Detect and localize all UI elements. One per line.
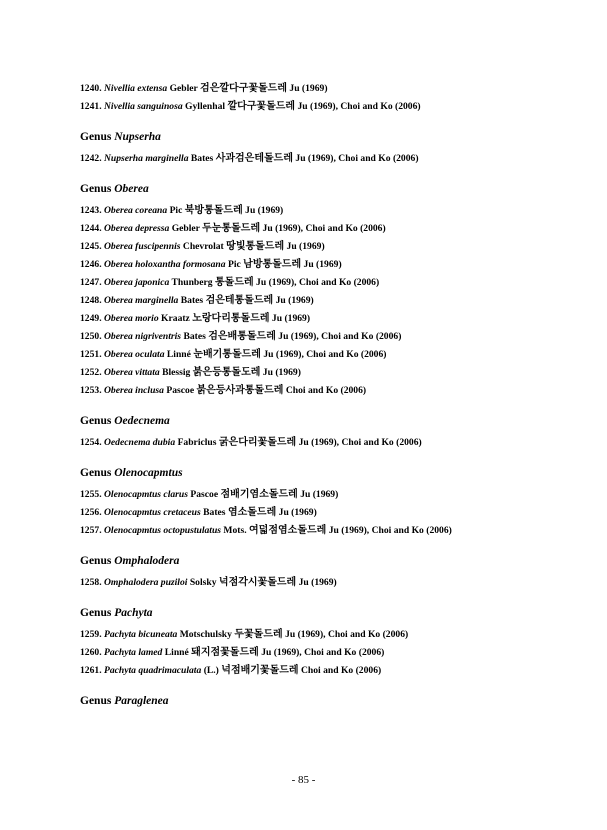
references: Ju (1969) <box>303 259 342 270</box>
genus-word: Genus <box>80 555 112 567</box>
korean-name: 노랑다리통돌드레 <box>192 313 270 324</box>
species-entry <box>80 80 580 98</box>
species-entry <box>80 150 580 168</box>
references: Ju (1969), Choi and Ko (2006) <box>298 437 422 448</box>
genus-name: Nupserha <box>114 131 161 143</box>
korean-name: 넉점각시꽃돌드레 <box>218 577 297 588</box>
genus-word: Genus <box>80 415 112 427</box>
genus-name: Pachyta <box>114 607 153 619</box>
korean-name: 북방통돌드레 <box>184 205 243 216</box>
species-entry <box>80 256 580 274</box>
korean-name: 깔다구꽃돌드레 <box>227 101 296 112</box>
scientific-name: Oberea coreana <box>104 205 168 216</box>
scientific-name: Oedecnema dubia <box>104 437 176 448</box>
author-name: Gebler <box>169 83 198 94</box>
references: Ju (1969) <box>286 241 325 252</box>
author-name: Solsky <box>189 577 217 588</box>
scientific-name: Pachyta quadrimaculata <box>104 665 202 676</box>
genus-name: Oberea <box>114 183 149 195</box>
entry-number: 1242. <box>80 153 102 164</box>
genus-name: Oedecnema <box>114 415 170 427</box>
genus-word: Genus <box>80 183 112 195</box>
entry-number: 1258. <box>80 577 102 588</box>
entry-number: 1251. <box>80 349 102 360</box>
genus-heading <box>80 464 580 482</box>
references: Ju (1969) <box>298 577 337 588</box>
author-name: Kraatz <box>161 313 190 324</box>
species-entry <box>80 434 580 452</box>
scientific-name: Oberea depressa <box>104 223 170 234</box>
scientific-name: Oberea vittata <box>104 367 160 378</box>
references: Ju (1969), Choi and Ko (2006) <box>262 223 386 234</box>
genus-name: Omphalodera <box>114 555 180 567</box>
species-list <box>80 80 580 714</box>
author-name: Bates <box>180 295 204 306</box>
species-entry <box>80 238 580 256</box>
references: Ju (1969), Choi and Ko (2006) <box>263 349 387 360</box>
entry-number: 1244. <box>80 223 102 234</box>
scientific-name: Oberea marginella <box>104 295 179 306</box>
genus-heading <box>80 412 580 430</box>
species-entry <box>80 626 580 644</box>
entry-number: 1247. <box>80 277 102 288</box>
scientific-name: Olenocapmtus clarus <box>104 489 188 500</box>
species-entry <box>80 644 580 662</box>
genus-word: Genus <box>80 467 112 479</box>
references: Ju (1969) <box>275 295 314 306</box>
entry-number: 1259. <box>80 629 102 640</box>
entry-number: 1261. <box>80 665 102 676</box>
korean-name: 검은깔다구꽃돌드레 <box>200 83 287 94</box>
korean-name: 남방통돌드레 <box>243 259 302 270</box>
references: Ju (1969) <box>289 83 328 94</box>
species-entry <box>80 486 580 504</box>
entry-number: 1243. <box>80 205 102 216</box>
species-entry <box>80 364 580 382</box>
species-entry <box>80 574 580 592</box>
genus-heading <box>80 180 580 198</box>
references: Ju (1969), Choi and Ko (2006) <box>261 647 385 658</box>
genus-name: Olenocapmtus <box>114 467 183 479</box>
author-name: Blessig <box>162 367 191 378</box>
korean-name: 여덟점염소돌드레 <box>249 525 327 536</box>
author-name: Linné <box>166 349 191 360</box>
genus-name: Paraglenea <box>114 695 169 707</box>
genus-group <box>80 464 580 540</box>
references: Ju (1969) <box>300 489 339 500</box>
genus-group <box>80 80 580 116</box>
korean-name: 굵은다리꽃돌드레 <box>218 437 297 448</box>
author-name: Motschulsky <box>179 629 232 640</box>
references: Ju (1969) <box>278 507 317 518</box>
species-entry <box>80 382 580 400</box>
references: Ju (1969), Choi and Ko (2006) <box>295 153 419 164</box>
korean-name: 붉은등사과통돌드레 <box>196 385 284 396</box>
entry-number: 1250. <box>80 331 102 342</box>
author-name: Fabriclus <box>177 437 217 448</box>
author-name: Bates <box>190 153 214 164</box>
genus-heading <box>80 552 580 570</box>
author-name: Thunberg <box>171 277 213 288</box>
scientific-name: Oberea oculata <box>104 349 165 360</box>
scientific-name: Oberea fuscipennis <box>104 241 181 252</box>
author-name: Bates <box>183 331 206 342</box>
page-number: - 85 - <box>291 774 316 786</box>
author-name: Bates <box>203 507 226 518</box>
scientific-name: Oberea japonica <box>104 277 170 288</box>
author-name: Chevrolat <box>182 241 224 252</box>
entry-number: 1246. <box>80 259 102 270</box>
author-name: Mots. <box>223 525 247 536</box>
genus-group <box>80 180 580 400</box>
korean-name: 검은배통돌드레 <box>208 331 276 342</box>
entry-number: 1253. <box>80 385 102 396</box>
author-name: Gebler <box>171 223 200 234</box>
scientific-name: Nivellia extensa <box>104 83 168 94</box>
species-entry <box>80 292 580 310</box>
author-name: Gyllenhal <box>185 101 226 112</box>
species-entry <box>80 310 580 328</box>
scientific-name: Pachyta bicuneata <box>104 629 178 640</box>
korean-name: 점배기염소돌드레 <box>220 489 298 500</box>
references: Ju (1969), Choi and Ko (2006) <box>297 101 421 112</box>
genus-word: Genus <box>80 607 112 619</box>
scientific-name: Oberea nigriventris <box>104 331 182 342</box>
references: Ju (1969), Choi and Ko (2006) <box>285 629 409 640</box>
entry-number: 1254. <box>80 437 102 448</box>
species-entry <box>80 220 580 238</box>
genus-group <box>80 552 580 592</box>
genus-group <box>80 604 580 680</box>
references: Ju (1969) <box>245 205 284 216</box>
species-entry <box>80 346 580 364</box>
species-entry <box>80 522 580 540</box>
korean-name: 넉점배기꽃돌드레 <box>221 665 299 676</box>
references: Choi and Ko (2006) <box>285 385 367 396</box>
korean-name: 염소돌드레 <box>227 507 277 518</box>
author-name: Pascoe <box>166 385 195 396</box>
genus-group <box>80 128 580 168</box>
scientific-name: Olenocapmtus cretaceus <box>104 507 201 518</box>
species-entry <box>80 662 580 680</box>
scientific-name: Nupserha marginella <box>104 153 189 164</box>
entry-number: 1248. <box>80 295 102 306</box>
genus-word: Genus <box>80 695 112 707</box>
entry-number: 1252. <box>80 367 102 378</box>
entry-number: 1240. <box>80 83 102 94</box>
species-entry <box>80 504 580 522</box>
genus-heading <box>80 128 580 146</box>
korean-name: 검은테통돌드레 <box>205 295 274 306</box>
species-entry <box>80 328 580 346</box>
author-name: Linné <box>164 647 189 658</box>
korean-name: 두눈통돌드레 <box>202 223 261 234</box>
scientific-name: Pachyta lamed <box>104 647 163 658</box>
korean-name: 두꽃돌드레 <box>234 629 283 640</box>
entry-number: 1245. <box>80 241 102 252</box>
references: Ju (1969), Choi and Ko (2006) <box>256 277 380 288</box>
genus-heading <box>80 604 580 622</box>
scientific-name: Olenocapmtus octopustulatus <box>104 525 222 536</box>
species-entry <box>80 202 580 220</box>
species-entry <box>80 274 580 292</box>
korean-name: 통돌드레 <box>215 277 254 288</box>
entry-number: 1260. <box>80 647 102 658</box>
korean-name: 눈배기통돌드레 <box>193 349 261 360</box>
scientific-name: Oberea morio <box>104 313 159 324</box>
entry-number: 1255. <box>80 489 102 500</box>
author-name: Pic <box>227 259 241 270</box>
scientific-name: Oberea inclusa <box>104 385 164 396</box>
references: Ju (1969) <box>271 313 311 324</box>
references: Ju (1969) <box>262 367 301 378</box>
references: Ju (1969), Choi and Ko (2006) <box>278 331 402 342</box>
author-name: Pic <box>169 205 183 216</box>
scientific-name: Omphalodera puziloi <box>104 577 188 588</box>
entry-number: 1241. <box>80 101 102 112</box>
author-name: (L.) <box>203 665 219 676</box>
korean-name: 붉은등통돌도레 <box>192 367 261 378</box>
korean-name: 사과검은테돌드레 <box>215 153 293 164</box>
references: Ju (1969), Choi and Ko (2006) <box>328 525 452 536</box>
entry-number: 1256. <box>80 507 102 518</box>
entry-number: 1257. <box>80 525 102 536</box>
entry-number: 1249. <box>80 313 102 324</box>
korean-name: 땅빛통돌드레 <box>226 241 285 252</box>
genus-group <box>80 412 580 452</box>
references: Choi and Ko (2006) <box>300 665 382 676</box>
korean-name: 돼지점꽃돌드레 <box>191 647 259 658</box>
author-name: Pascoe <box>190 489 219 500</box>
species-entry <box>80 98 580 116</box>
scientific-name: Nivellia sanguinosa <box>104 101 183 112</box>
genus-group <box>80 692 580 710</box>
genus-heading <box>80 692 580 710</box>
genus-word: Genus <box>80 131 112 143</box>
scientific-name: Oberea holoxantha formosana <box>104 259 226 270</box>
